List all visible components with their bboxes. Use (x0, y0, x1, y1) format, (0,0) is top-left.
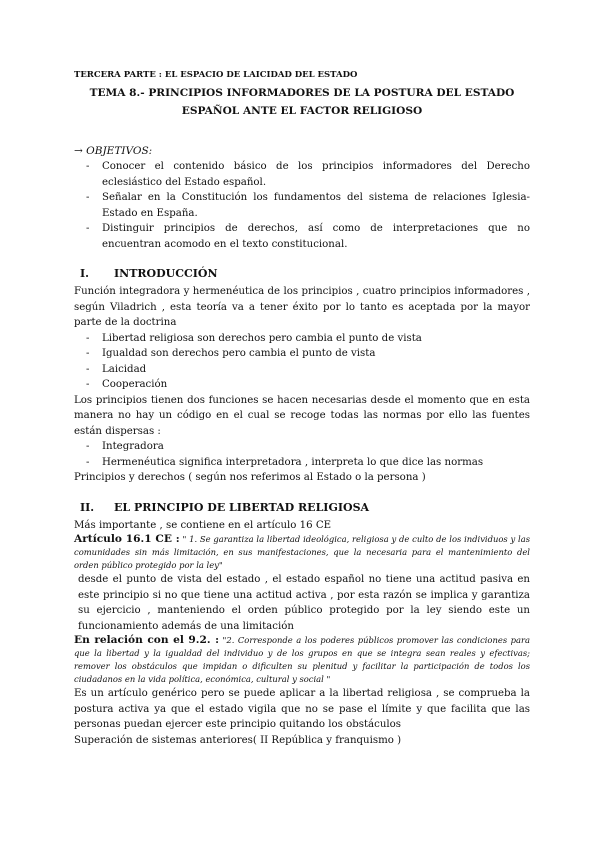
list-item: - Distinguir principios de derechos, así como de interpretaciones que no encuentran acomodo en el texto constitucional. (74, 221, 530, 252)
tema-title-line-1: TEMA 8.- PRINCIPIOS INFORMADORES DE LA POSTURA DEL ESTADO (89, 87, 515, 99)
paragraph: Función integradora y hermenéutica de los principios , cuatro principios informadores , según Viladrich , esta teoría va a tener éxito por lo tanto es aceptada por la mayor parte de la doctrina (74, 286, 530, 328)
list-item: - Integradora (74, 439, 530, 455)
objectives-heading: → OBJETIVOS: (74, 145, 153, 157)
section-title: EL PRINCIPIO DE LIBERTAD RELIGIOSA (114, 500, 370, 514)
list-item: - Señalar en la Constitución los fundamentos del sistema de relaciones Iglesia-Estado en España. (74, 190, 530, 221)
list-item: - Igualdad son derechos pero cambia el punto de vista (74, 346, 530, 362)
paragraph: Los principios tienen dos funciones se hacen necesarias desde el momento que en esta manera no hay un código en el cual se recoge todas las normas por ello las fuentes están dispersas : (74, 394, 530, 437)
list-item: - Cooperación (74, 377, 530, 393)
relation-label: En relación con el 9.2. : (74, 634, 219, 646)
list-item: - Conocer el contenido básico de los principios informadores del Derecho eclesiástico del Estado español. (74, 159, 530, 190)
paragraph: desde el punto de vista del estado , el estado español no tiene una actitud pasiva en este principio si no que tiene una actitud activa , por esta razón se implica y garantiza su ejercicio , manteniendo el orden público protegido por la ley siendo este un funcionamiento además de una limitación (78, 574, 530, 632)
article-16-quote (74, 533, 530, 572)
article-9-2-quote (74, 634, 530, 686)
section-heading-introduccion (80, 266, 530, 281)
list-item: - Libertad religiosa son derechos pero cambia el punto de vista (74, 331, 530, 347)
principles-list (74, 331, 530, 393)
section-number: I. (80, 267, 89, 280)
paragraph: Principios y derechos ( según nos referimos al Estado o la persona ) (74, 472, 426, 483)
section-heading-libertad-religiosa (80, 500, 530, 515)
functions-list (74, 439, 530, 470)
list-item: - Laicidad (74, 362, 530, 378)
article-label: Artículo 16.1 CE : (74, 533, 180, 545)
paragraph: Más importante , se contiene en el artículo 16 CE (74, 519, 332, 531)
objectives-list (74, 159, 530, 252)
part-heading: TERCERA PARTE : EL ESPACIO DE LAICIDAD DEL ESTADO (74, 70, 358, 80)
section-title: INTRODUCCIÓN (114, 267, 218, 280)
relation-quote-text: "2. Corresponde a los poderes públicos promover las condiciones para que la libertad y la igualdad del individuo y de los grupos en que se integra sean reales y efectivas; remover los obstáculos que impidan o dificulten su plenitud y facilitar la participación de todos los ciudadanos en la vida política, económica, cultural y social " (74, 635, 530, 684)
section-number: II. (80, 500, 95, 514)
paragraph: Es un artículo genérico pero se puede aplicar a la libertad religiosa , se comprueba la postura activa ya que el estado vigila que no se pase el límite y que facilita que las personas puedan ejercer este principio quitando los obstáculos (74, 688, 530, 730)
tema-title-line-2: ESPAÑOL ANTE EL FACTOR RELIGIOSO (181, 105, 423, 117)
document-page (74, 70, 530, 748)
list-item: - Hermenéutica significa interpretadora , interpreta lo que dice las normas (74, 455, 530, 471)
paragraph: Superación de sistemas anteriores( II República y franquismo ) (74, 734, 402, 746)
article-quote-text: " 1. Se garantiza la libertad ideológica, religiosa y de culto de los individuos y las comunidades sin más limitación, en sus manifestaciones, que la necesaria para el mantenimiento del orden público protegido por la ley" (74, 534, 530, 570)
